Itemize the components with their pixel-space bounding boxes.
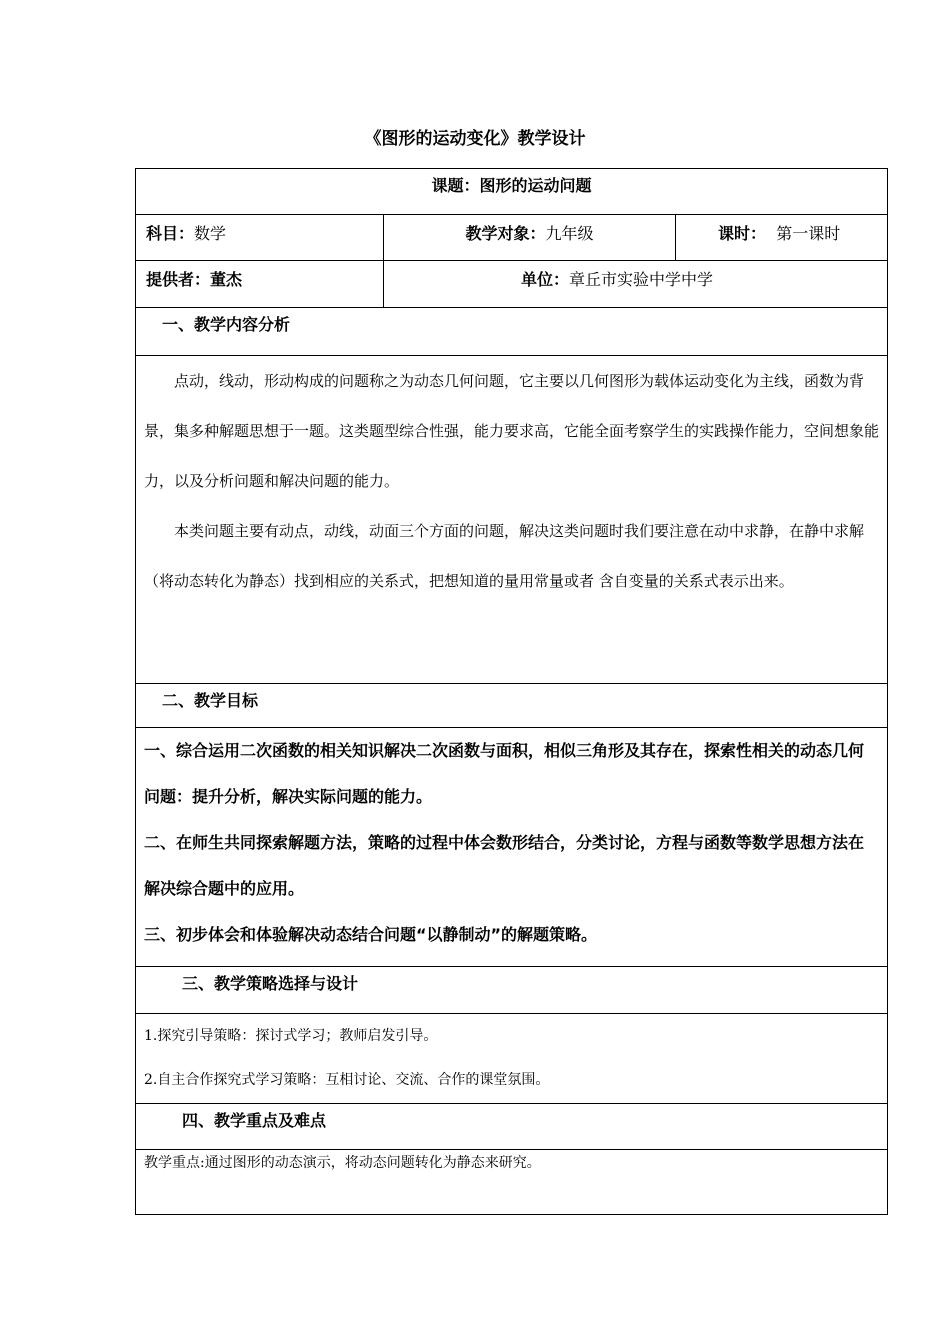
period-value: 第一课时: [776, 224, 841, 243]
key-points-heading: 四、教学重点及难点: [136, 1104, 888, 1150]
strategy-heading: 三、教学策略选择与设计: [136, 967, 888, 1014]
goal-item-3: 三、初步体会和体验解决动态结合问题“以静制动”的解题策略。: [144, 925, 598, 944]
subject-cell: [136, 215, 384, 261]
strategy-item-1: 1.探究引导策略：探讨式学习；教师启发引导。: [144, 1028, 438, 1044]
provider-cell: [136, 261, 384, 308]
unit-value: 章丘市实验中学中学: [569, 270, 714, 289]
subject-label: 科目：: [146, 224, 195, 243]
goal-item-1: 一、综合运用二次函数的相关知识解决二次函数与面积，相似三角形及其存在，探索性相关的动态几何问题：提升分析，解决实际问题的能力。: [144, 741, 865, 806]
content-analysis-heading: 一、教学内容分析: [136, 308, 888, 356]
provider-label: 提供者：: [146, 270, 211, 289]
document-title: 《图形的运动变化》教学设计: [364, 129, 586, 149]
target-value: 九年级: [545, 224, 594, 243]
key-points-row: [136, 1150, 888, 1215]
strategy-row: [136, 1014, 888, 1104]
key-points-heading-row: [136, 1104, 888, 1150]
unit-cell: [384, 261, 888, 308]
content-analysis-heading-row: [136, 308, 888, 356]
info-row-2: [136, 261, 888, 308]
content-analysis-paragraph-1: 点动，线动，形动构成的问题称之为动态几何问题，它主要以几何图形为载体运动变化为主线，函数为背景，集多种解题思想于一题。这类题型综合性强，能力要求高，它能全面考察学生的实践操作能力，空间想象能力，以及分析问题和解决问题的能力。: [144, 372, 880, 490]
subject-title-row: [136, 169, 888, 215]
unit-label: 单位：: [521, 270, 570, 289]
content-analysis-paragraph-2: 本类问题主要有动点，动线，动面三个方面的问题，解决这类问题时我们要注意在动中求静，在静中求解（将动态转化为静态）找到相应的关系式，把想知道的量用常量或者 含自变量的关系式表示出来。: [144, 522, 865, 590]
key-point-item-1: 教学重点:通过图形的动态演示，将动态问题转化为静态来研究。: [144, 1155, 541, 1171]
lesson-plan-table: [135, 168, 888, 1215]
goals-heading-row: [136, 684, 888, 728]
subject-value: 数学: [194, 224, 227, 243]
goal-item-2: 二、在师生共同探索解题方法，策略的过程中体会数形结合，分类讨论，方程与函数等数学思想方法在解决综合题中的应用。: [144, 833, 865, 898]
strategy-heading-row: [136, 967, 888, 1014]
target-cell: [384, 215, 676, 261]
strategy-body: [136, 1014, 888, 1104]
period-label: 课时：: [718, 224, 767, 243]
provider-value: 董杰: [210, 270, 243, 289]
goals-heading: 二、教学目标: [136, 684, 888, 728]
goals-row: [136, 728, 888, 967]
period-cell: [676, 215, 888, 261]
goals-body: [136, 728, 888, 967]
key-points-body: [136, 1150, 888, 1215]
info-row-1: [136, 215, 888, 261]
target-label: 教学对象：: [465, 224, 546, 243]
content-analysis-row: [136, 356, 888, 684]
content-analysis-body: [136, 356, 888, 684]
strategy-item-2: 2.自主合作探究式学习策略：互相讨论、交流、合作的课堂氛围。: [144, 1072, 550, 1088]
subject-title: 课题：图形的运动问题: [136, 169, 888, 215]
